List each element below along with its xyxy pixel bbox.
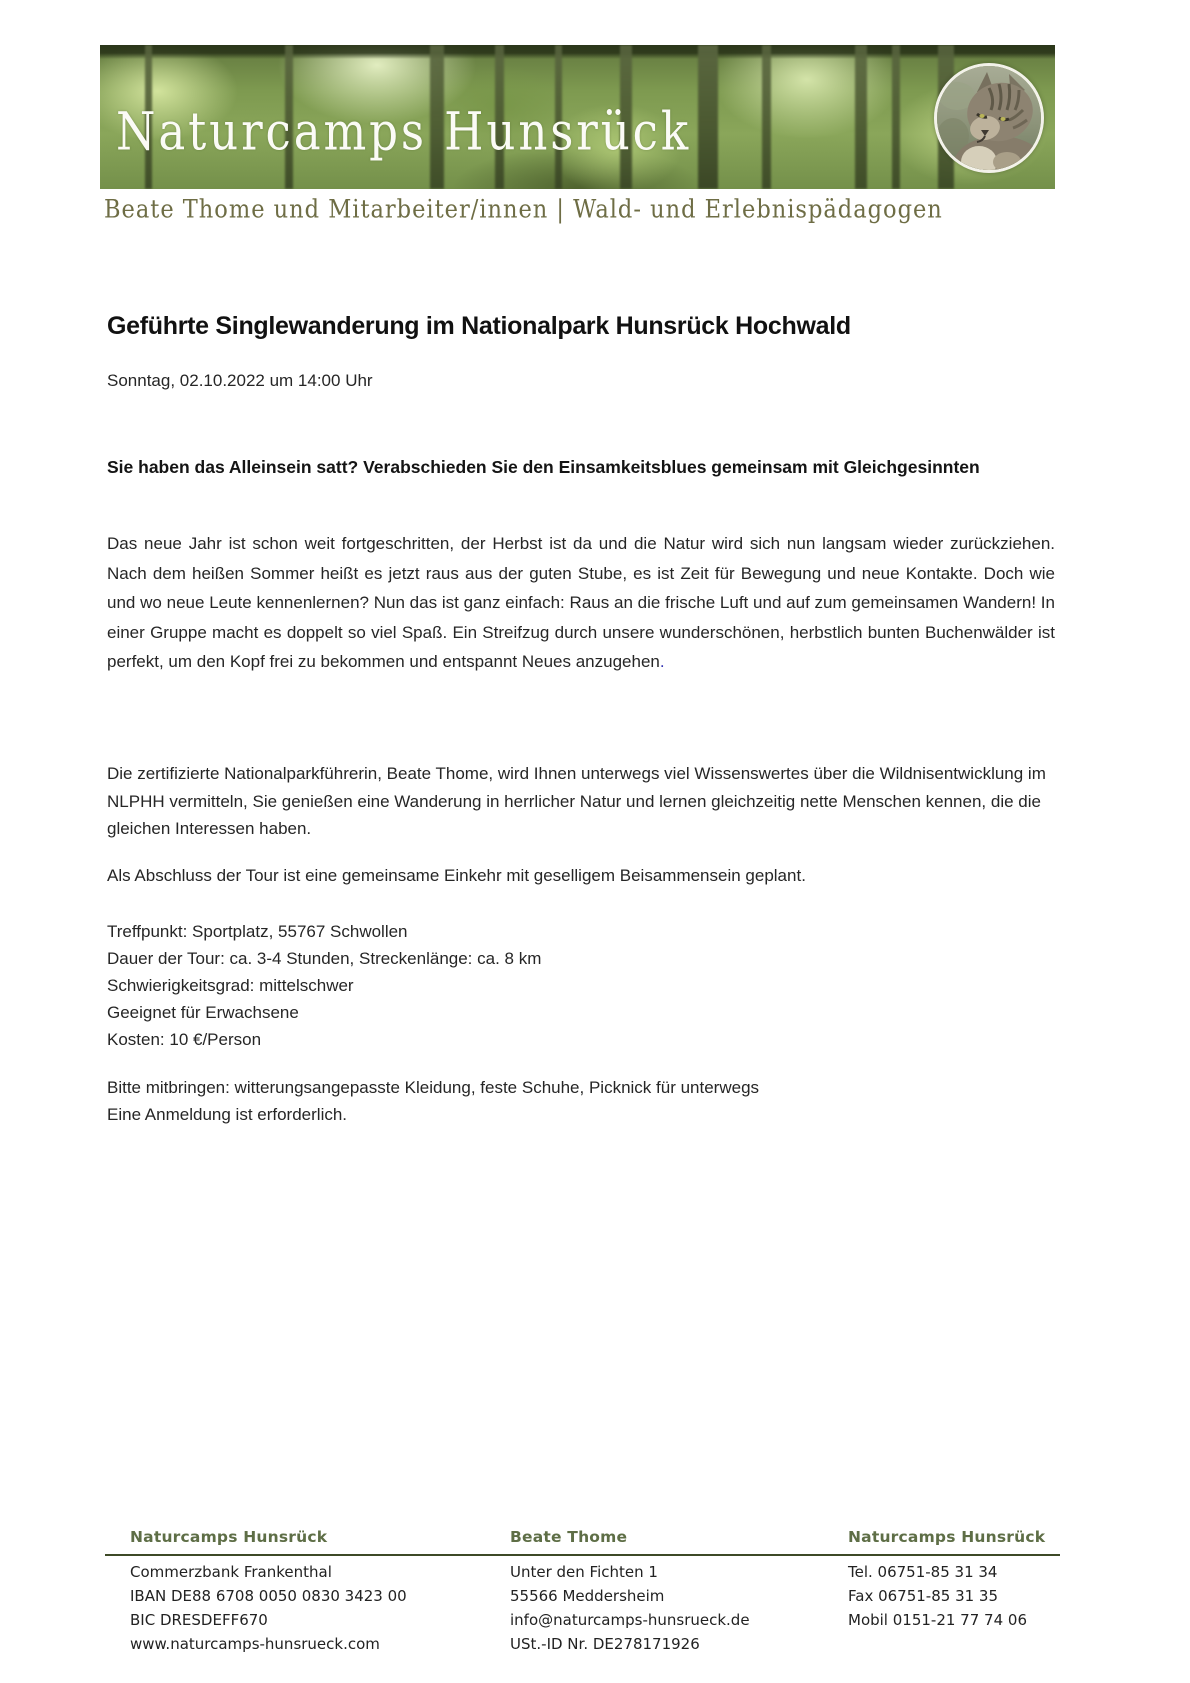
footer-bic: BIC DRESDEFF670 xyxy=(130,1611,268,1629)
tour-details xyxy=(107,918,541,1053)
paragraph-2: Die zertifizierte Nationalparkführerin, Beate Thome, wird Ihnen unterwegs viel Wissenswertes über die Wildnisentwicklung im NLPHH vermitteln, Sie genießen eine Wanderung in herrlicher Natur und lernen gleichzeitig nette Menschen kennen, die die gleichen Interessen haben. xyxy=(107,764,1046,838)
brand-title: Naturcamps Hunsrück xyxy=(116,101,692,163)
footer-fax: Fax 06751-85 31 35 xyxy=(848,1587,999,1605)
blue-period: . xyxy=(659,652,665,671)
footer-bank-name: Commerzbank Frankenthal xyxy=(130,1563,332,1581)
detail-duration: Dauer der Tour: ca. 3-4 Stunden, Streckenlänge: ca. 8 km xyxy=(107,949,542,968)
footer-heading: Beate Thome xyxy=(510,1528,628,1546)
footer-vat-id: USt.-ID Nr. DE278171926 xyxy=(510,1635,700,1653)
document-title: Geführte Singlewanderung im Nationalpark Hunsrück Hochwald xyxy=(107,312,851,340)
footer-mobile: Mobil 0151-21 77 74 06 xyxy=(848,1611,1027,1629)
footer-heading: Naturcamps Hunsrück xyxy=(848,1528,1046,1546)
detail-suitability: Geeignet für Erwachsene xyxy=(107,1003,299,1022)
footer xyxy=(105,1528,1060,1658)
footer-iban: IBAN DE88 6708 0050 0830 3423 00 xyxy=(130,1587,407,1605)
header-tagline: Beate Thome und Mitarbeiter/innen | Wald- und Erlebnispädagogen xyxy=(104,196,943,225)
detail-cost: Kosten: 10 €/Person xyxy=(107,1030,262,1049)
intro-headline: Sie haben das Alleinsein satt? Verabschieden Sie den Einsamkeitsblues gemeinsam mit Gleichgesinnten xyxy=(107,457,980,477)
footer-column-bank xyxy=(130,1528,407,1656)
bring-notes xyxy=(107,1074,759,1128)
footer-website: www.naturcamps-hunsrueck.com xyxy=(130,1635,380,1653)
footer-email: info@naturcamps-hunsrueck.de xyxy=(510,1611,750,1629)
header-banner xyxy=(100,45,1055,189)
paragraph-1-text: Das neue Jahr ist schon weit fortgeschritten, der Herbst ist da und die Natur wird sich nun langsam wieder zurückziehen. Nach dem heißen Sommer heißt es jetzt raus aus der guten Stube, es ist Zeit für Bewegung und neue Kontakte. Doch wie und wo neue Leute kennenlernen? Nun das ist ganz einfach: Raus an die frische Luft und auf zum gemeinsamen Wandern! In einer Gruppe macht es doppelt so viel Spaß. Ein Streifzug durch unsere wunderschönen, herbstlich bunten Buchenwälder ist perfekt, um den Kopf frei zu bekommen und entspannt Neues anzugehen xyxy=(107,534,1055,671)
tree-trunk xyxy=(855,45,867,189)
footer-heading: Naturcamps Hunsrück xyxy=(130,1528,328,1546)
tree-trunk xyxy=(762,45,771,189)
footer-city: 55566 Meddersheim xyxy=(510,1587,665,1605)
detail-difficulty: Schwierigkeitsgrad: mittelschwer xyxy=(107,976,354,995)
footer-column-phone xyxy=(848,1528,1045,1632)
footer-column-contact xyxy=(510,1528,750,1656)
footer-street: Unter den Fichten 1 xyxy=(510,1563,658,1581)
paragraph-1 xyxy=(107,529,1055,677)
wildcat-illustration xyxy=(937,66,1041,170)
detail-meeting-point: Treffpunkt: Sportplatz, 55767 Schwollen xyxy=(107,922,408,941)
tree-trunk xyxy=(892,45,900,189)
wildcat-photo xyxy=(934,63,1044,173)
footer-telephone: Tel. 06751-85 31 34 xyxy=(848,1563,998,1581)
event-date: Sonntag, 02.10.2022 um 14:00 Uhr xyxy=(107,371,373,390)
tree-trunk xyxy=(698,45,718,189)
bring-note: Bitte mitbringen: witterungsangepasste Kleidung, feste Schuhe, Picknick für unterwegs xyxy=(107,1078,760,1097)
paragraph-3: Als Abschluss der Tour ist eine gemeinsame Einkehr mit geselligem Beisammensein geplant. xyxy=(107,866,806,885)
registration-note: Eine Anmeldung ist erforderlich. xyxy=(107,1105,348,1124)
